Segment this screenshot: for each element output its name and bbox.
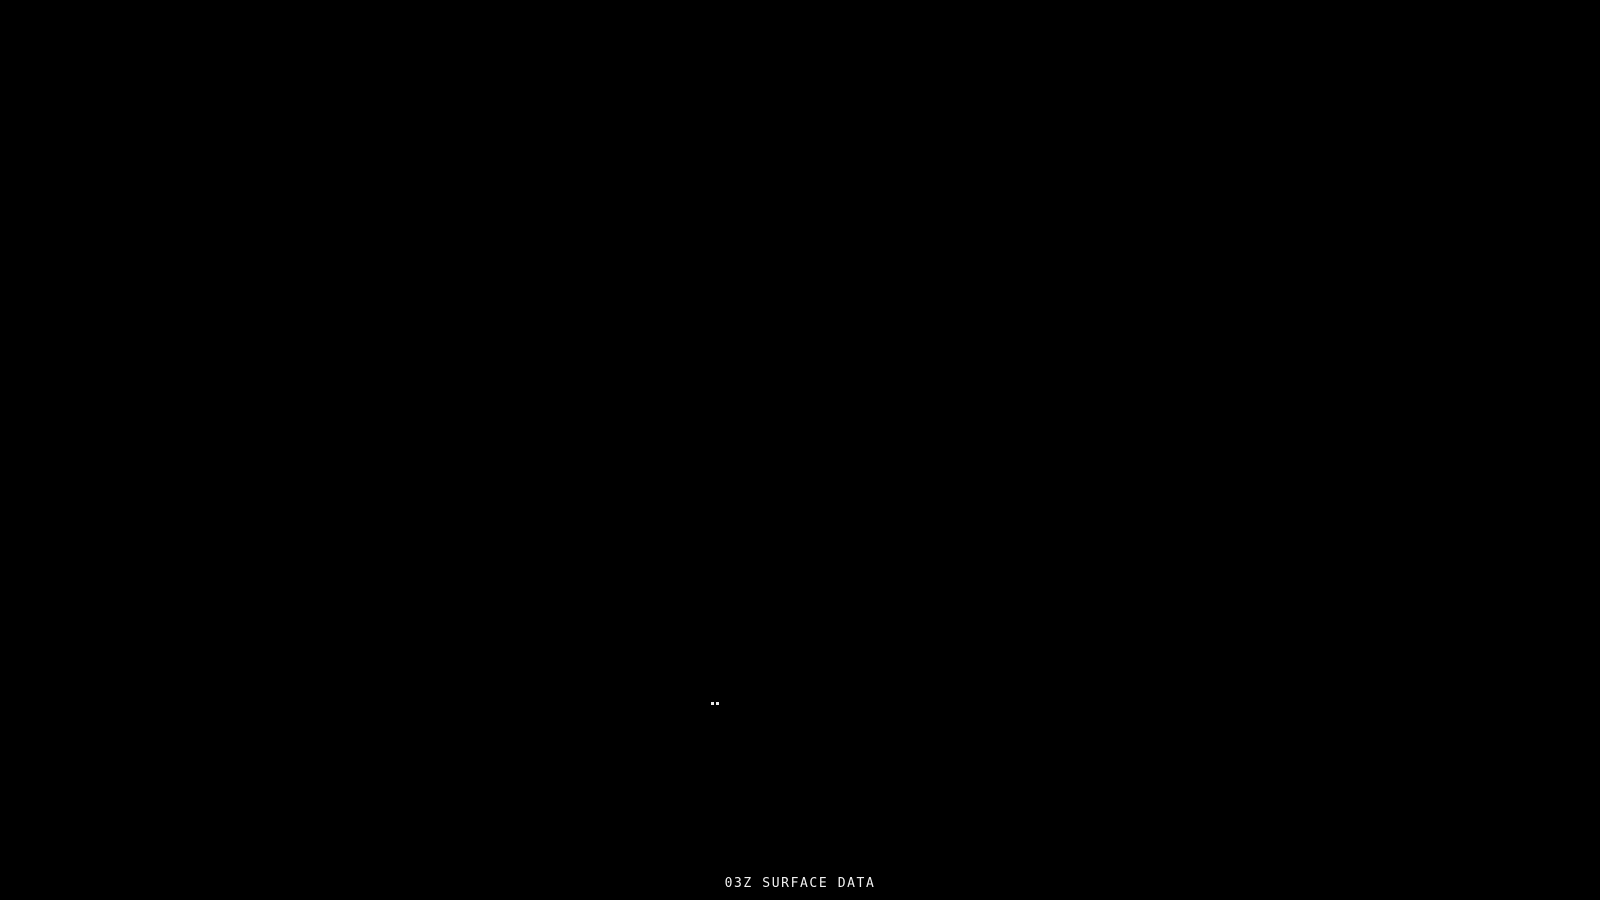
surface-station-plot-group	[711, 701, 725, 707]
station-dot-icon	[716, 702, 719, 705]
caption-label: 03Z SURFACE DATA	[724, 876, 876, 891]
station-dot-icon	[711, 702, 714, 705]
